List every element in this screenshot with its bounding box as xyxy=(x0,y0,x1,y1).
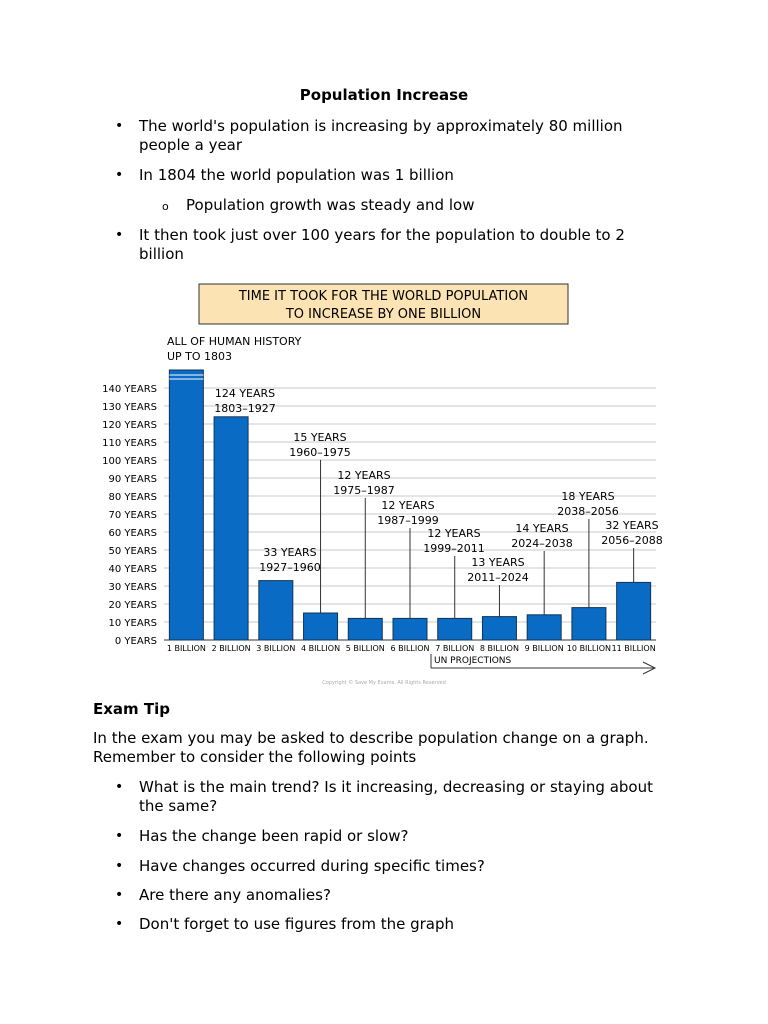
exam-tip-bullet-text: What is the main trend? Is it increasing, decreasing or staying about the same? xyxy=(139,778,653,815)
y-tick-label: 110 YEARS xyxy=(102,438,157,449)
y-tick-label: 50 YEARS xyxy=(108,546,157,557)
bullet-icon: • xyxy=(115,887,124,903)
bar-value-label: 124 YEARS xyxy=(214,387,276,400)
intro-bullet-text: Population growth was steady and low xyxy=(186,196,475,214)
exam-tip-heading: Exam Tip xyxy=(93,700,171,718)
bar-period-label: UP TO 1803 xyxy=(167,350,233,363)
y-tick-label: 10 YEARS xyxy=(108,618,157,629)
exam-tip-bullet-list xyxy=(0,778,768,934)
exam-tip-intro: In the exam you may be asked to describe population change on a graph. Remember to consider the following points xyxy=(93,729,649,766)
bar-value-label: 13 YEARS xyxy=(471,556,525,569)
sub-bullet-icon: o xyxy=(162,200,169,213)
bullet-icon: • xyxy=(115,227,124,243)
x-tick-label: 6 BILLION xyxy=(390,644,430,653)
bar xyxy=(214,417,248,640)
bar-value-label: 32 YEARS xyxy=(605,519,659,532)
y-tick-label: 130 YEARS xyxy=(102,402,157,413)
y-tick-label: 30 YEARS xyxy=(108,582,157,593)
y-tick-label: 80 YEARS xyxy=(108,492,157,503)
y-tick-label: 140 YEARS xyxy=(102,384,157,395)
bar xyxy=(169,370,203,640)
bullet-icon: • xyxy=(115,858,124,874)
bullet-icon: • xyxy=(115,167,124,183)
y-tick-label: 90 YEARS xyxy=(108,474,157,485)
x-tick-label: 8 BILLION xyxy=(479,644,519,653)
bar-value-label: 14 YEARS xyxy=(515,522,569,535)
bullet-icon: • xyxy=(115,779,124,795)
bar xyxy=(527,615,561,640)
bullet-icon: • xyxy=(115,828,124,844)
chart-title-line: TIME IT TOOK FOR THE WORLD POPULATION xyxy=(238,289,529,304)
bar-value-label: 12 YEARS xyxy=(381,499,435,512)
y-tick-label: 70 YEARS xyxy=(108,510,157,521)
x-tick-label: 10 BILLION xyxy=(566,644,611,653)
bar xyxy=(572,608,606,640)
exam-tip-bullet-item xyxy=(115,827,669,846)
x-tick-label: 9 BILLION xyxy=(524,644,564,653)
exam-tip-bullet-text: Are there any anomalies? xyxy=(139,886,331,904)
page-title: Population Increase xyxy=(299,86,469,104)
bar-value-label: 15 YEARS xyxy=(293,431,347,444)
bar-period-label: 1803–1927 xyxy=(214,402,276,415)
exam-tip-bullet-item xyxy=(115,778,669,816)
bar-period-label: 1927–1960 xyxy=(259,561,321,574)
intro-bullet-text: It then took just over 100 years for the population to double to 2 billion xyxy=(139,226,625,263)
bar xyxy=(393,618,427,640)
y-tick-label: 120 YEARS xyxy=(102,420,157,431)
projection-label: UN PROJECTIONS xyxy=(434,656,512,666)
y-tick-label: 0 YEARS xyxy=(114,636,157,647)
y-tick-label: 20 YEARS xyxy=(108,600,157,611)
bar-period-label: 1975–1987 xyxy=(333,484,395,497)
bar-period-label: 1987–1999 xyxy=(377,514,439,527)
x-tick-label: 7 BILLION xyxy=(435,644,475,653)
chart-title-line: TO INCREASE BY ONE BILLION xyxy=(285,307,482,322)
x-tick-label: 2 BILLION xyxy=(211,644,251,653)
bullet-icon: • xyxy=(115,118,124,134)
bar-period-label: 2011–2024 xyxy=(467,571,529,584)
bar-value-label: 33 YEARS xyxy=(263,546,317,559)
bar-value-label: 18 YEARS xyxy=(561,490,615,503)
bar-value-label: 12 YEARS xyxy=(427,527,481,540)
y-tick-label: 60 YEARS xyxy=(108,528,157,539)
bar-value-label: ALL OF HUMAN HISTORY xyxy=(167,335,302,348)
intro-bullet-text: The world's population is increasing by approximately 80 million people a year xyxy=(139,117,623,154)
bar-period-label: 2038–2056 xyxy=(557,505,619,518)
exam-tip-bullet-item xyxy=(115,857,669,876)
bar xyxy=(348,618,382,640)
bar-period-label: 1999–2011 xyxy=(423,542,485,555)
bar xyxy=(304,613,338,640)
bullet-icon: • xyxy=(115,916,124,932)
x-tick-label: 1 BILLION xyxy=(166,644,206,653)
x-tick-label: 3 BILLION xyxy=(256,644,296,653)
exam-tip-bullet-text: Have changes occurred during specific times? xyxy=(139,857,485,875)
y-tick-label: 100 YEARS xyxy=(102,456,157,467)
bar xyxy=(438,618,472,640)
y-tick-label: 40 YEARS xyxy=(108,564,157,575)
bar xyxy=(482,617,516,640)
bar-period-label: 2024–2038 xyxy=(511,537,573,550)
exam-tip-bullet-item xyxy=(115,915,669,934)
x-tick-label: 4 BILLION xyxy=(301,644,341,653)
intro-bullet-text: In 1804 the world population was 1 billion xyxy=(139,166,454,184)
copyright-text: Copyright © Save My Exams. All Rights Reserved xyxy=(322,680,446,686)
exam-tip-bullet-text: Don't forget to use figures from the graph xyxy=(139,915,455,933)
bar-period-label: 1960–1975 xyxy=(289,446,351,459)
x-tick-label: 11 BILLION xyxy=(611,644,656,653)
x-tick-label: 5 BILLION xyxy=(345,644,385,653)
exam-tip-bullet-text: Has the change been rapid or slow? xyxy=(139,827,409,845)
bar-value-label: 12 YEARS xyxy=(337,469,391,482)
exam-tip-bullet-item xyxy=(115,886,669,905)
bar xyxy=(259,581,293,640)
bar-period-label: 2056–2088 xyxy=(601,534,663,547)
bar xyxy=(617,582,651,640)
